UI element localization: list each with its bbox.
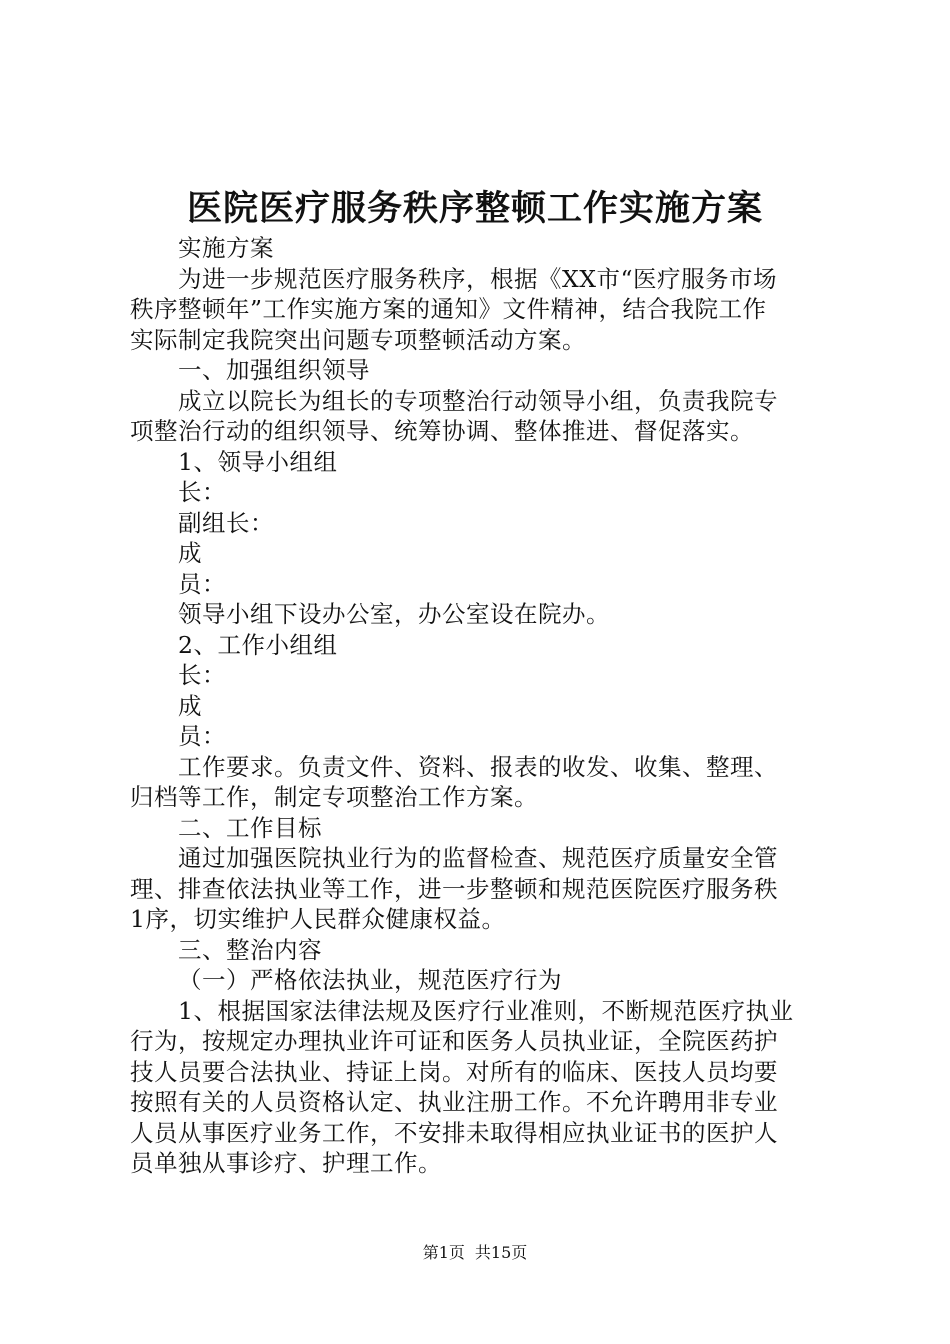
paragraph-line: 项整治行动的组织领导、统筹协调、整体推进、督促落实。 bbox=[130, 417, 754, 445]
paragraph-line: 1序，切实维护人民群众健康权益。 bbox=[130, 905, 506, 933]
paragraph-line: 理、排查依法执业等工作，进一步整顿和规范医院医疗服务秩 bbox=[130, 874, 778, 903]
paragraph-line: 行为，按规定办理执业许可证和医务人员执业证，全院医药护 bbox=[130, 1027, 778, 1055]
paragraph-line: 为进一步规范医疗服务秩序，根据《XX市“医疗服务市场 bbox=[178, 264, 777, 293]
paragraph-line: 技人员要合法执业、持证上岗。对所有的临床、医技人员均要 bbox=[130, 1057, 778, 1086]
list-item: 副组长： bbox=[178, 508, 274, 537]
list-item: 员： bbox=[178, 722, 226, 750]
list-item: 成 bbox=[178, 691, 202, 720]
list-item: 1、领导小组组 bbox=[178, 447, 338, 476]
list-item: 长： bbox=[178, 478, 226, 506]
page-number: 第1页 bbox=[422, 1243, 465, 1262]
paragraph-line: 员单独从事诊疗、护理工作。 bbox=[130, 1149, 442, 1177]
paragraph-line: 领导小组下设办公室，办公室设在院办。 bbox=[178, 600, 610, 628]
paragraph-line: 成立以院长为组长的专项整治行动领导小组，负责我院专 bbox=[178, 386, 778, 415]
section-heading-3: 三、整治内容 bbox=[178, 935, 322, 964]
subsection-heading: （一）严格依法执业，规范医疗行为 bbox=[178, 966, 562, 994]
list-item: 成 bbox=[178, 539, 202, 567]
paragraph-line: 秩序整顿年”工作实施方案的通知》文件精神，结合我院工作 bbox=[130, 295, 767, 323]
paragraph-line: 归档等工作，制定专项整治工作方案。 bbox=[130, 783, 538, 811]
section-heading-2: 二、工作目标 bbox=[178, 813, 322, 842]
paragraph-line: 1、根据国家法律法规及医疗行业准则，不断规范医疗执业 bbox=[178, 996, 794, 1025]
list-item: 员： bbox=[178, 569, 226, 598]
document-title: 医院医疗服务秩序整顿工作实施方案 bbox=[186, 188, 763, 229]
section-heading-1: 一、加强组织领导 bbox=[178, 356, 370, 384]
document-body bbox=[130, 233, 830, 1179]
list-item: 2、工作小组组 bbox=[178, 630, 338, 659]
section-heading-plan: 实施方案 bbox=[178, 234, 274, 262]
paragraph-line: 通过加强医院执业行为的监督检查、规范医疗质量安全管 bbox=[178, 844, 778, 872]
paragraph-line: 按照有关的人员资格认定、执业注册工作。不允许聘用非专业 bbox=[130, 1088, 778, 1116]
page-total: 共15页 bbox=[474, 1243, 528, 1262]
paragraph-line: 工作要求。负责文件、资料、报表的收发、收集、整理、 bbox=[178, 752, 778, 781]
paragraph-line: 人员从事医疗业务工作，不安排未取得相应执业证书的医护人 bbox=[130, 1118, 778, 1147]
paragraph-line: 实际制定我院突出问题专项整顿活动方案。 bbox=[130, 325, 586, 354]
page-footer bbox=[0, 1241, 950, 1265]
list-item: 长： bbox=[178, 661, 226, 689]
